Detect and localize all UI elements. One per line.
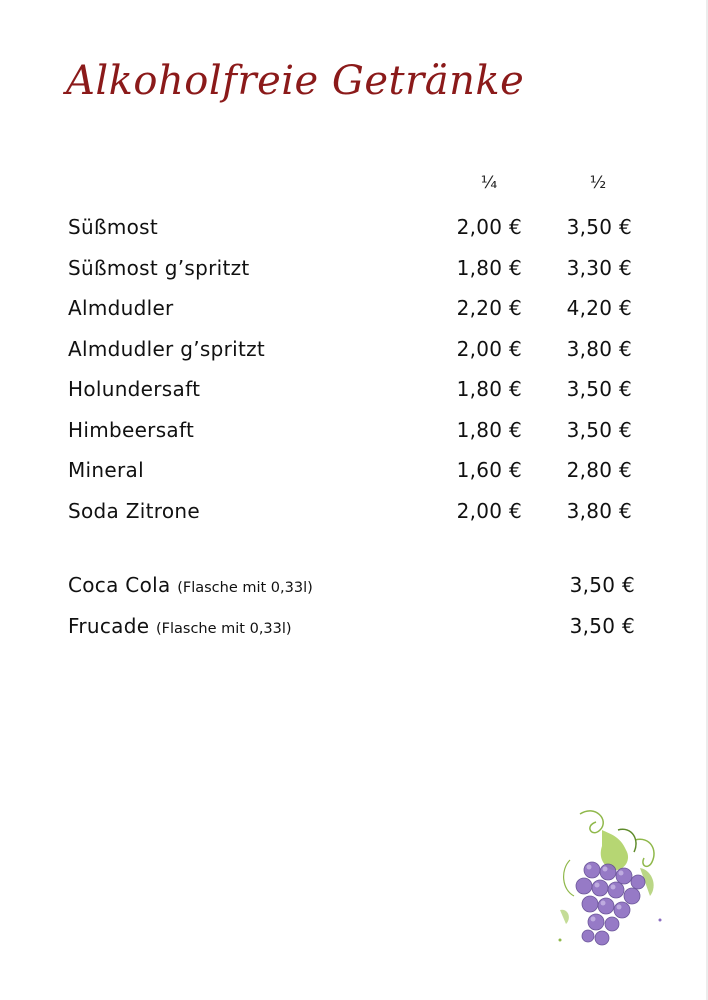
- drink-name: Soda Zitrone: [68, 499, 200, 523]
- drink-name: Almdudler g’spritzt: [68, 337, 266, 361]
- drink-name: Süßmost g’spritzt: [68, 256, 250, 280]
- menu-row: [68, 215, 648, 245]
- menu-title: Alkoholfreie Getränke: [66, 58, 525, 104]
- price-half: 3,50 €: [566, 215, 632, 239]
- drink-name: Almdudler: [68, 296, 174, 320]
- menu-row: [68, 418, 648, 448]
- price-quarter: 1,80 €: [456, 418, 522, 442]
- price-half: 3,30 €: [566, 256, 632, 280]
- price-half: 3,50 €: [566, 377, 632, 401]
- menu-row: [68, 377, 648, 407]
- drink-name: Süßmost: [68, 215, 159, 239]
- drink-name: Holundersaft: [68, 377, 201, 401]
- menu-row: [68, 296, 648, 326]
- menu-row: [68, 337, 648, 367]
- price-quarter: 1,60 €: [456, 458, 522, 482]
- price-quarter: 2,00 €: [456, 215, 522, 239]
- bottle-price: 3,50 €: [569, 573, 635, 597]
- price-quarter: 1,80 €: [456, 256, 522, 280]
- price-half: 2,80 €: [566, 458, 632, 482]
- bottle-row: [68, 573, 648, 603]
- menu-row: [68, 458, 648, 488]
- price-half: 3,80 €: [566, 337, 632, 361]
- quarter-liter-header: ¼: [480, 173, 498, 193]
- half-liter-header: ½: [589, 173, 607, 193]
- price-half: 3,50 €: [566, 418, 632, 442]
- menu-row: [68, 256, 648, 286]
- bottle-size-note: (Flasche mit 0,33l): [155, 621, 292, 637]
- drink-name: Himbeersaft: [68, 418, 195, 442]
- price-quarter: 2,20 €: [456, 296, 522, 320]
- bottle-price: 3,50 €: [569, 614, 635, 638]
- price-half: 4,20 €: [566, 296, 632, 320]
- price-quarter: 2,00 €: [456, 499, 522, 523]
- grapes-illustration: [540, 800, 690, 970]
- price-quarter: 1,80 €: [456, 377, 522, 401]
- drink-name: [68, 573, 313, 597]
- drink-name: [68, 614, 292, 638]
- price-quarter: 2,00 €: [456, 337, 522, 361]
- price-half: 3,80 €: [566, 499, 632, 523]
- menu-row: [68, 499, 648, 529]
- bottle-drink-label: Frucade: [68, 614, 150, 638]
- bottle-drink-label: Coca Cola: [68, 573, 171, 597]
- bottle-row: [68, 614, 648, 644]
- bottle-size-note: (Flasche mit 0,33l): [177, 580, 313, 596]
- drink-name: Mineral: [68, 458, 144, 482]
